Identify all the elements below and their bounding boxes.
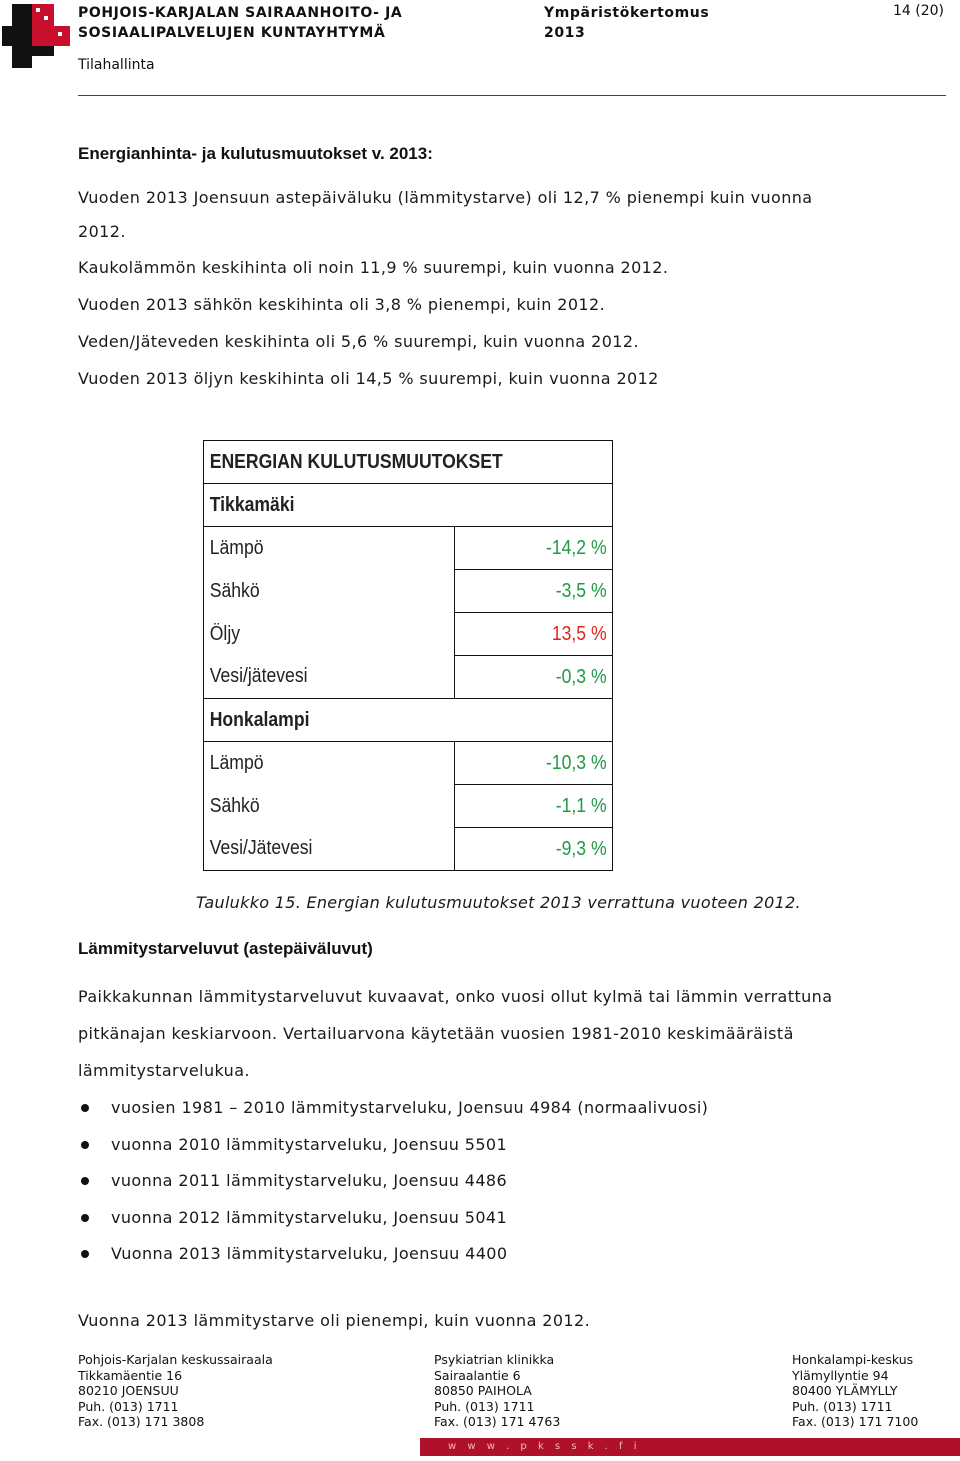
list-item: [78, 1095, 938, 1132]
table-row: [204, 570, 613, 613]
footer-address-honkalampi: [792, 1352, 918, 1430]
footer-line: 80850 PAIHOLA: [434, 1383, 532, 1398]
paragraph-line: pitkänajan keskiarvoon. Vertailuarvona käytetään vuosien 1981-2010 keskimääräistä: [78, 1024, 794, 1043]
paragraph-line: 2012.: [78, 222, 126, 241]
header-doc-line2: 2013: [544, 25, 586, 41]
paragraph-line: Vuoden 2013 sähkön keskihinta oli 3,8 % pienempi, kuin 2012.: [78, 295, 606, 314]
bullet-icon: [81, 1177, 89, 1185]
row-value: -14,2 %: [473, 527, 612, 570]
table-row: [204, 656, 613, 699]
footer-line: Pohjois-Karjalan keskussairaala: [78, 1352, 273, 1367]
table-row: [204, 613, 613, 656]
footer-line: Tikkamäentie 16: [78, 1367, 183, 1383]
row-label: Vesi/jätevesi: [204, 656, 425, 699]
paragraph-line: Vuoden 2013 Joensuun astepäiväluku (lämmitystarve) oli 12,7 % pienempi kuin vuonna: [78, 188, 813, 207]
table-row: [204, 742, 613, 785]
list-item-text: vuonna 2011 lämmitystarveluku, Joensuu 4486: [111, 1171, 508, 1191]
header-divider: [78, 95, 946, 96]
footer-line: Sairaalantie 6: [434, 1367, 521, 1383]
footer-line: 80210 JOENSUU: [78, 1383, 179, 1398]
paragraph-line: Kaukolämmön keskihinta oli noin 11,9 % suurempi, kuin vuonna 2012.: [78, 258, 669, 277]
section-heading-heating-degree-days: Lämmitystarveluvut (astepäiväluvut): [78, 939, 373, 958]
row-label: Sähkö: [204, 570, 425, 613]
heating-figures-list: [78, 1095, 938, 1278]
footer-website-url: w w w . p k s s k . f i: [448, 1441, 641, 1452]
table-row: [204, 828, 613, 871]
row-label: Öljy: [204, 613, 425, 656]
header-doc-line1: Ympäristökertomus: [544, 5, 710, 21]
footer-address-central-hospital: [78, 1352, 273, 1430]
table-caption: Taulukko 15. Energian kulutusmuutokset 2013 verrattuna vuoteen 2012.: [196, 893, 801, 912]
header-department: Tilahallinta: [78, 57, 155, 73]
list-item: [78, 1168, 938, 1205]
row-value: -0,3 %: [473, 656, 612, 699]
list-item: [78, 1132, 938, 1169]
footer-line: 80400 YLÄMYLLY: [792, 1383, 898, 1398]
footer-line: Honkalampi-keskus: [792, 1352, 914, 1367]
row-value: -1,1 %: [473, 785, 612, 828]
list-item-text: vuonna 2010 lämmitystarveluku, Joensuu 5501: [111, 1134, 508, 1154]
header-org-line1: POHJOIS-KARJALAN SAIRAANHOITO- JA: [78, 5, 403, 21]
list-item: [78, 1205, 938, 1242]
bullet-icon: [81, 1214, 89, 1222]
header-organization: [78, 3, 402, 43]
table-row: [204, 785, 613, 828]
table-row: [204, 527, 613, 570]
energy-consumption-table: [203, 440, 613, 871]
row-label: Sähkö: [204, 785, 425, 828]
paragraph-line: Paikkakunnan lämmitystarveluvut kuvaavat, onko vuosi ollut kylmä tai lämmin verrattuna: [78, 987, 833, 1006]
list-item: [78, 1241, 938, 1278]
header-org-line2: SOSIAALIPALVELUJEN KUNTAYHTYMÄ: [78, 25, 386, 41]
footer-line: Fax. (013) 171 7100: [792, 1414, 919, 1429]
footer-line: Fax. (013) 171 3808: [78, 1414, 205, 1429]
bullet-icon: [81, 1250, 89, 1258]
bullet-icon: [81, 1141, 89, 1149]
page-number: 14 (20): [892, 3, 944, 19]
footer-line: Ylämyllyntie 94: [792, 1367, 889, 1383]
footer-line: Puh. (013) 1711: [434, 1398, 535, 1414]
footer-line: Puh. (013) 1711: [78, 1398, 179, 1414]
list-item-text: vuosien 1981 – 2010 lämmitystarveluku, Joensuu 4984 (normaalivuosi): [111, 1098, 709, 1117]
footer-line: Puh. (013) 1711: [792, 1398, 893, 1414]
paragraph-line: Veden/Jäteveden keskihinta oli 5,6 % suurempi, kuin vuonna 2012.: [78, 332, 639, 351]
table-section-honkalampi: Honkalampi: [204, 699, 564, 742]
row-label: Vesi/Jätevesi: [204, 828, 425, 871]
row-value: 13,5 %: [473, 613, 612, 656]
row-value: -9,3 %: [473, 828, 612, 871]
row-value: -10,3 %: [473, 742, 612, 785]
list-item-text: vuonna 2012 lämmitystarveluku, Joensuu 5041: [111, 1207, 508, 1227]
table-title: ENERGIAN KULUTUSMUUTOKSET: [204, 441, 564, 484]
footer-address-psychiatric-clinic: [434, 1352, 560, 1430]
organization-logo: [2, 4, 70, 68]
row-value: -3,5 %: [473, 570, 612, 613]
paragraph-line: lämmitystarvelukua.: [78, 1061, 250, 1080]
row-label: Lämpö: [204, 527, 425, 570]
table-section-tikkamaki: Tikkamäki: [204, 484, 564, 527]
paragraph-line: Vuoden 2013 öljyn keskihinta oli 14,5 % suurempi, kuin vuonna 2012: [78, 369, 659, 388]
section-heading-energy: Energianhinta- ja kulutusmuutokset v. 2013:: [78, 144, 433, 163]
conclusion-text: Vuonna 2013 lämmitystarve oli pienempi, kuin vuonna 2012.: [78, 1311, 591, 1330]
footer-line: Psykiatrian klinikka: [434, 1352, 555, 1367]
list-item-text: Vuonna 2013 lämmitystarveluku, Joensuu 4400: [111, 1244, 508, 1264]
bullet-icon: [81, 1104, 89, 1112]
header-document-title: [544, 3, 709, 43]
footer-line: Fax. (013) 171 4763: [434, 1414, 561, 1429]
row-label: Lämpö: [204, 742, 425, 785]
